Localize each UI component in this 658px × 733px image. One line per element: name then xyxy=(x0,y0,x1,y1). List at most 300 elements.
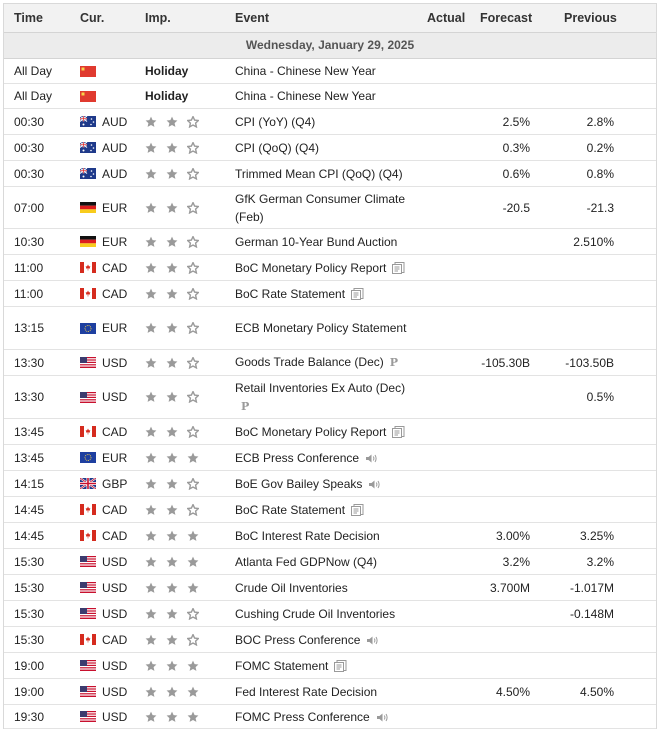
event-name[interactable]: Crude Oil Inventories xyxy=(235,580,348,595)
country-flag xyxy=(80,84,98,108)
event-name[interactable]: German 10-Year Bund Auction xyxy=(235,234,398,249)
star-icon xyxy=(187,262,199,274)
currency-code: USD xyxy=(102,390,128,404)
country-flag xyxy=(80,350,98,375)
previous-value xyxy=(542,419,614,444)
table-row[interactable] xyxy=(4,281,656,307)
importance-stars xyxy=(145,109,215,134)
table-header xyxy=(4,4,656,33)
currency-code xyxy=(102,59,142,83)
importance-stars xyxy=(145,307,215,349)
previous-value xyxy=(542,705,614,728)
forecast-value xyxy=(458,627,530,652)
table-row[interactable] xyxy=(4,705,656,729)
country-flag xyxy=(80,679,98,704)
event-name[interactable]: GfK German Consumer Climate (Feb) xyxy=(235,191,406,224)
previous-value xyxy=(542,653,614,678)
event-time: 19:30 xyxy=(14,709,45,724)
forecast-value xyxy=(458,229,530,254)
document-icon[interactable] xyxy=(351,504,364,516)
country-flag xyxy=(80,549,98,574)
header-event[interactable]: Event xyxy=(235,11,270,25)
importance-stars xyxy=(145,679,215,704)
document-icon[interactable] xyxy=(392,426,405,438)
star-icon xyxy=(166,357,178,369)
importance-stars xyxy=(145,376,215,418)
currency-code: GBP xyxy=(102,476,128,491)
event-time: 14:45 xyxy=(14,528,45,543)
country-flag xyxy=(80,497,98,522)
star-icon xyxy=(166,262,178,274)
eu-flag-icon xyxy=(80,323,96,334)
forecast-value: 3.00% xyxy=(495,528,530,543)
table-row[interactable] xyxy=(4,350,656,376)
importance-stars xyxy=(145,705,215,728)
forecast-value: 0.3% xyxy=(502,140,530,155)
star-icon xyxy=(166,556,178,568)
star-icon xyxy=(187,582,199,594)
event-cell xyxy=(235,161,420,186)
importance-stars xyxy=(145,653,215,678)
event-cell xyxy=(235,281,420,306)
event-name[interactable]: Cushing Crude Oil Inventories xyxy=(235,606,396,621)
currency-code: USD xyxy=(102,658,128,673)
economic-calendar xyxy=(3,3,657,729)
star-icon xyxy=(166,288,178,300)
event-time: 19:00 xyxy=(14,684,45,699)
forecast-value: -20.5 xyxy=(502,200,530,215)
event-name[interactable]: BoC Monetary Policy Report xyxy=(235,424,387,439)
star-icon xyxy=(145,142,157,154)
usa-flag-icon xyxy=(80,556,96,567)
star-icon xyxy=(166,452,178,464)
country-flag xyxy=(80,523,98,548)
australia-flag-icon xyxy=(80,168,96,179)
date-label: Wednesday, January 29, 2025 xyxy=(4,33,656,59)
currency-code: USD xyxy=(102,684,128,699)
header-importance[interactable]: Imp. xyxy=(145,11,171,25)
currency-code: AUD xyxy=(102,140,128,155)
event-name[interactable]: BoC Interest Rate Decision xyxy=(235,528,380,543)
table-row[interactable] xyxy=(4,445,656,471)
country-flag xyxy=(80,653,98,678)
currency-code: USD xyxy=(102,606,128,621)
table-row[interactable] xyxy=(4,187,656,229)
star-icon xyxy=(145,686,157,698)
speaker-icon[interactable] xyxy=(365,453,378,464)
canada-flag-icon xyxy=(80,426,96,437)
event-time: 00:30 xyxy=(14,166,45,181)
previous-value: -103.50B xyxy=(565,355,614,370)
country-flag xyxy=(80,627,98,652)
holiday-label: Holiday xyxy=(145,64,189,78)
usa-flag-icon xyxy=(80,686,96,697)
forecast-value xyxy=(458,705,530,728)
event-cell xyxy=(235,523,420,548)
event-time: 15:30 xyxy=(14,580,45,595)
australia-flag-icon xyxy=(80,116,96,127)
table-row[interactable] xyxy=(4,601,656,627)
canada-flag-icon xyxy=(80,530,96,541)
previous-value: 0.5% xyxy=(586,390,614,404)
usa-flag-icon xyxy=(80,582,96,593)
event-cell xyxy=(235,419,420,444)
event-name[interactable]: Goods Trade Balance (Dec) xyxy=(235,355,384,369)
importance-stars xyxy=(145,229,215,254)
star-icon xyxy=(166,660,178,672)
star-icon xyxy=(166,582,178,594)
currency-code: USD xyxy=(102,580,128,595)
importance-stars xyxy=(145,445,215,470)
event-time: 00:30 xyxy=(14,114,45,129)
star-icon xyxy=(145,711,157,723)
importance-stars xyxy=(145,471,215,496)
star-icon xyxy=(187,236,199,248)
document-icon[interactable] xyxy=(351,288,364,300)
country-flag xyxy=(80,161,98,186)
event-cell xyxy=(235,471,420,496)
table-row[interactable] xyxy=(4,419,656,445)
forecast-value: 3.700M xyxy=(489,580,530,595)
event-name[interactable]: Trimmed Mean CPI (QoQ) (Q4) xyxy=(235,166,403,181)
table-row[interactable] xyxy=(4,627,656,653)
table-row[interactable] xyxy=(4,497,656,523)
country-flag xyxy=(80,471,98,496)
event-time: 13:45 xyxy=(14,424,45,439)
event-cell xyxy=(235,109,420,134)
star-icon xyxy=(145,478,157,490)
australia-flag-icon xyxy=(80,142,96,153)
importance-stars xyxy=(145,601,215,626)
previous-value xyxy=(542,59,614,83)
table-row[interactable] xyxy=(4,307,656,350)
forecast-value: 4.50% xyxy=(495,684,530,699)
forecast-value xyxy=(458,471,530,496)
forecast-value: -105.30B xyxy=(481,355,530,370)
event-name[interactable]: FOMC Press Conference xyxy=(235,709,370,724)
event-time: 19:00 xyxy=(14,658,45,673)
country-flag xyxy=(80,419,98,444)
event-cell xyxy=(235,549,420,574)
table-row[interactable] xyxy=(4,471,656,497)
event-time: 15:30 xyxy=(14,632,45,647)
star-icon xyxy=(187,478,199,490)
country-flag xyxy=(80,445,98,470)
star-icon xyxy=(145,116,157,128)
table-row[interactable] xyxy=(4,679,656,705)
event-time: 11:00 xyxy=(14,260,44,275)
star-icon xyxy=(166,142,178,154)
star-icon xyxy=(166,530,178,542)
previous-value xyxy=(542,84,614,108)
event-time: 15:30 xyxy=(14,606,45,621)
event-cell xyxy=(235,445,420,470)
event-time: All Day xyxy=(14,64,53,78)
germany-flag-icon xyxy=(80,236,96,247)
star-icon xyxy=(187,504,199,516)
forecast-value xyxy=(458,445,530,470)
country-flag xyxy=(80,601,98,626)
currency-code: CAD xyxy=(102,424,128,439)
star-icon xyxy=(166,426,178,438)
star-icon xyxy=(145,262,157,274)
star-icon xyxy=(166,686,178,698)
forecast-value xyxy=(458,255,530,280)
currency-code: CAD xyxy=(102,286,128,301)
star-icon xyxy=(187,426,199,438)
previous-value: 4.50% xyxy=(579,684,614,699)
previous-value: 3.2% xyxy=(586,554,614,569)
star-icon xyxy=(145,582,157,594)
currency-code: USD xyxy=(102,709,128,724)
event-name[interactable]: Atlanta Fed GDPNow (Q4) xyxy=(235,554,378,569)
importance-stars xyxy=(145,419,215,444)
forecast-value xyxy=(458,281,530,306)
event-cell xyxy=(235,59,420,83)
event-cell xyxy=(235,307,420,349)
star-icon xyxy=(187,202,199,214)
previous-value xyxy=(542,255,614,280)
china-flag-icon xyxy=(80,66,96,77)
header-actual[interactable]: Actual xyxy=(427,11,466,25)
document-icon[interactable] xyxy=(392,262,405,274)
currency-code: EUR xyxy=(102,200,128,215)
event-name[interactable]: CPI (QoQ) (Q4) xyxy=(235,140,320,155)
country-flag xyxy=(80,255,98,280)
usa-flag-icon xyxy=(80,711,96,722)
speaker-icon[interactable] xyxy=(368,479,381,490)
event-time: 07:00 xyxy=(14,200,45,215)
star-icon xyxy=(187,391,199,403)
star-icon xyxy=(166,391,178,403)
currency-code: EUR xyxy=(102,450,128,465)
star-icon xyxy=(145,504,157,516)
previous-value: 0.2% xyxy=(586,140,614,155)
country-flag xyxy=(80,135,98,160)
header-currency[interactable]: Cur. xyxy=(80,11,105,25)
importance-stars xyxy=(145,627,215,652)
star-icon xyxy=(166,116,178,128)
star-icon xyxy=(145,322,157,334)
preliminary-icon[interactable]: P xyxy=(389,356,399,369)
star-icon xyxy=(187,322,199,334)
event-name[interactable]: Retail Inventories Ex Auto (Dec) xyxy=(235,380,406,395)
star-icon xyxy=(145,634,157,646)
event-cell xyxy=(235,229,420,254)
star-icon xyxy=(187,288,199,300)
importance-stars xyxy=(145,350,215,375)
forecast-value xyxy=(458,307,530,349)
currency-code: AUD xyxy=(102,166,128,181)
star-icon xyxy=(166,236,178,248)
eu-flag-icon xyxy=(80,452,96,463)
event-cell xyxy=(235,497,420,522)
forecast-value: 2.5% xyxy=(502,114,530,129)
china-flag-icon xyxy=(80,91,96,102)
country-flag xyxy=(80,705,98,728)
table-row[interactable] xyxy=(4,549,656,575)
star-icon xyxy=(145,391,157,403)
usa-flag-icon xyxy=(80,392,96,403)
forecast-value xyxy=(458,419,530,444)
header-previous[interactable]: Previous xyxy=(564,11,617,25)
table-row[interactable] xyxy=(4,229,656,255)
country-flag xyxy=(80,187,98,228)
previous-value xyxy=(542,497,614,522)
country-flag xyxy=(80,59,98,83)
event-cell xyxy=(235,376,420,418)
event-name[interactable]: China - Chinese New Year xyxy=(235,89,376,103)
event-cell xyxy=(235,679,420,704)
country-flag xyxy=(80,229,98,254)
previous-value xyxy=(542,627,614,652)
importance-stars xyxy=(145,161,215,186)
event-name[interactable]: BoC Rate Statement xyxy=(235,502,346,517)
forecast-value xyxy=(458,601,530,626)
star-icon xyxy=(166,504,178,516)
event-name[interactable]: ECB Press Conference xyxy=(235,450,360,465)
star-icon xyxy=(166,322,178,334)
importance-stars xyxy=(145,523,215,548)
table-row[interactable] xyxy=(4,255,656,281)
country-flag xyxy=(80,307,98,349)
previous-value xyxy=(542,445,614,470)
star-icon xyxy=(187,608,199,620)
currency-code: AUD xyxy=(102,114,128,129)
event-name[interactable]: BoC Monetary Policy Report xyxy=(235,260,387,275)
star-icon xyxy=(187,530,199,542)
forecast-value xyxy=(458,653,530,678)
star-icon xyxy=(166,168,178,180)
germany-flag-icon xyxy=(80,202,96,213)
previous-value xyxy=(542,281,614,306)
country-flag xyxy=(80,376,98,418)
importance-stars xyxy=(145,135,215,160)
star-icon xyxy=(145,288,157,300)
usa-flag-icon xyxy=(80,660,96,671)
star-icon xyxy=(187,634,199,646)
star-icon xyxy=(145,202,157,214)
star-icon xyxy=(145,168,157,180)
preliminary-icon[interactable]: P xyxy=(241,399,250,413)
usa-flag-icon xyxy=(80,608,96,619)
event-time: All Day xyxy=(14,89,53,103)
canada-flag-icon xyxy=(80,288,96,299)
speaker-icon[interactable] xyxy=(376,712,389,723)
star-icon xyxy=(187,660,199,672)
importance-stars xyxy=(145,497,215,522)
table-row[interactable] xyxy=(4,653,656,679)
table-row[interactable] xyxy=(4,161,656,187)
table-row[interactable] xyxy=(4,376,656,419)
previous-value: 2.8% xyxy=(586,114,614,129)
currency-code: EUR xyxy=(102,234,128,249)
holiday-label: Holiday xyxy=(145,89,189,103)
forecast-value: 0.6% xyxy=(502,166,530,181)
previous-value: -1.017M xyxy=(569,580,614,595)
previous-value xyxy=(542,307,614,349)
event-cell xyxy=(235,84,420,108)
event-cell xyxy=(235,575,420,600)
event-name[interactable]: BOC Press Conference xyxy=(235,632,361,647)
star-icon xyxy=(166,711,178,723)
table-row[interactable] xyxy=(4,523,656,549)
event-name[interactable]: FOMC Statement xyxy=(235,658,329,673)
currency-code: CAD xyxy=(102,528,128,543)
canada-flag-icon xyxy=(80,634,96,645)
currency-code xyxy=(102,84,142,108)
event-name[interactable]: Fed Interest Rate Decision xyxy=(235,684,378,699)
currency-code: USD xyxy=(102,554,128,569)
country-flag xyxy=(80,281,98,306)
event-name[interactable]: ECB Monetary Policy Statement xyxy=(235,321,407,335)
star-icon xyxy=(166,202,178,214)
uk-flag-icon xyxy=(80,478,96,489)
speaker-icon[interactable] xyxy=(366,635,379,646)
country-flag xyxy=(80,109,98,134)
forecast-value xyxy=(458,59,530,83)
star-icon xyxy=(145,452,157,464)
event-name[interactable]: China - Chinese New Year xyxy=(235,64,376,78)
event-time: 10:30 xyxy=(14,234,45,249)
event-time: 13:15 xyxy=(14,321,45,335)
table-row[interactable] xyxy=(4,59,656,84)
event-cell xyxy=(235,705,420,728)
event-name[interactable]: BoE Gov Bailey Speaks xyxy=(235,476,363,491)
event-time: 13:45 xyxy=(14,450,45,465)
header-forecast[interactable]: Forecast xyxy=(480,11,533,25)
event-cell xyxy=(235,187,420,228)
previous-value: 2.510% xyxy=(573,234,614,249)
star-icon xyxy=(145,530,157,542)
event-cell xyxy=(235,627,420,652)
event-time: 14:45 xyxy=(14,502,45,517)
star-icon xyxy=(187,711,199,723)
country-flag xyxy=(80,575,98,600)
star-icon xyxy=(145,236,157,248)
header-time[interactable]: Time xyxy=(14,11,43,25)
canada-flag-icon xyxy=(80,504,96,515)
star-icon xyxy=(187,686,199,698)
forecast-value: 3.2% xyxy=(502,554,530,569)
table-row[interactable] xyxy=(4,135,656,161)
star-icon xyxy=(166,478,178,490)
importance-stars xyxy=(145,549,215,574)
star-icon xyxy=(145,608,157,620)
event-time: 14:15 xyxy=(14,476,45,491)
forecast-value xyxy=(458,84,530,108)
document-icon[interactable] xyxy=(334,660,347,672)
previous-value: -0.148M xyxy=(569,606,614,621)
table-row[interactable] xyxy=(4,109,656,135)
table-row[interactable] xyxy=(4,575,656,601)
currency-code: CAD xyxy=(102,260,128,275)
previous-value: -21.3 xyxy=(586,200,614,215)
star-icon xyxy=(145,357,157,369)
star-icon xyxy=(187,556,199,568)
event-name[interactable]: CPI (YoY) (Q4) xyxy=(235,114,316,129)
event-time: 13:30 xyxy=(14,390,45,404)
event-time: 00:30 xyxy=(14,140,45,155)
importance-stars xyxy=(145,281,215,306)
usa-flag-icon xyxy=(80,357,96,368)
star-icon xyxy=(187,452,199,464)
previous-value xyxy=(542,471,614,496)
currency-code: USD xyxy=(102,355,128,370)
star-icon xyxy=(187,357,199,369)
table-row[interactable] xyxy=(4,84,656,109)
event-name[interactable]: BoC Rate Statement xyxy=(235,286,346,301)
